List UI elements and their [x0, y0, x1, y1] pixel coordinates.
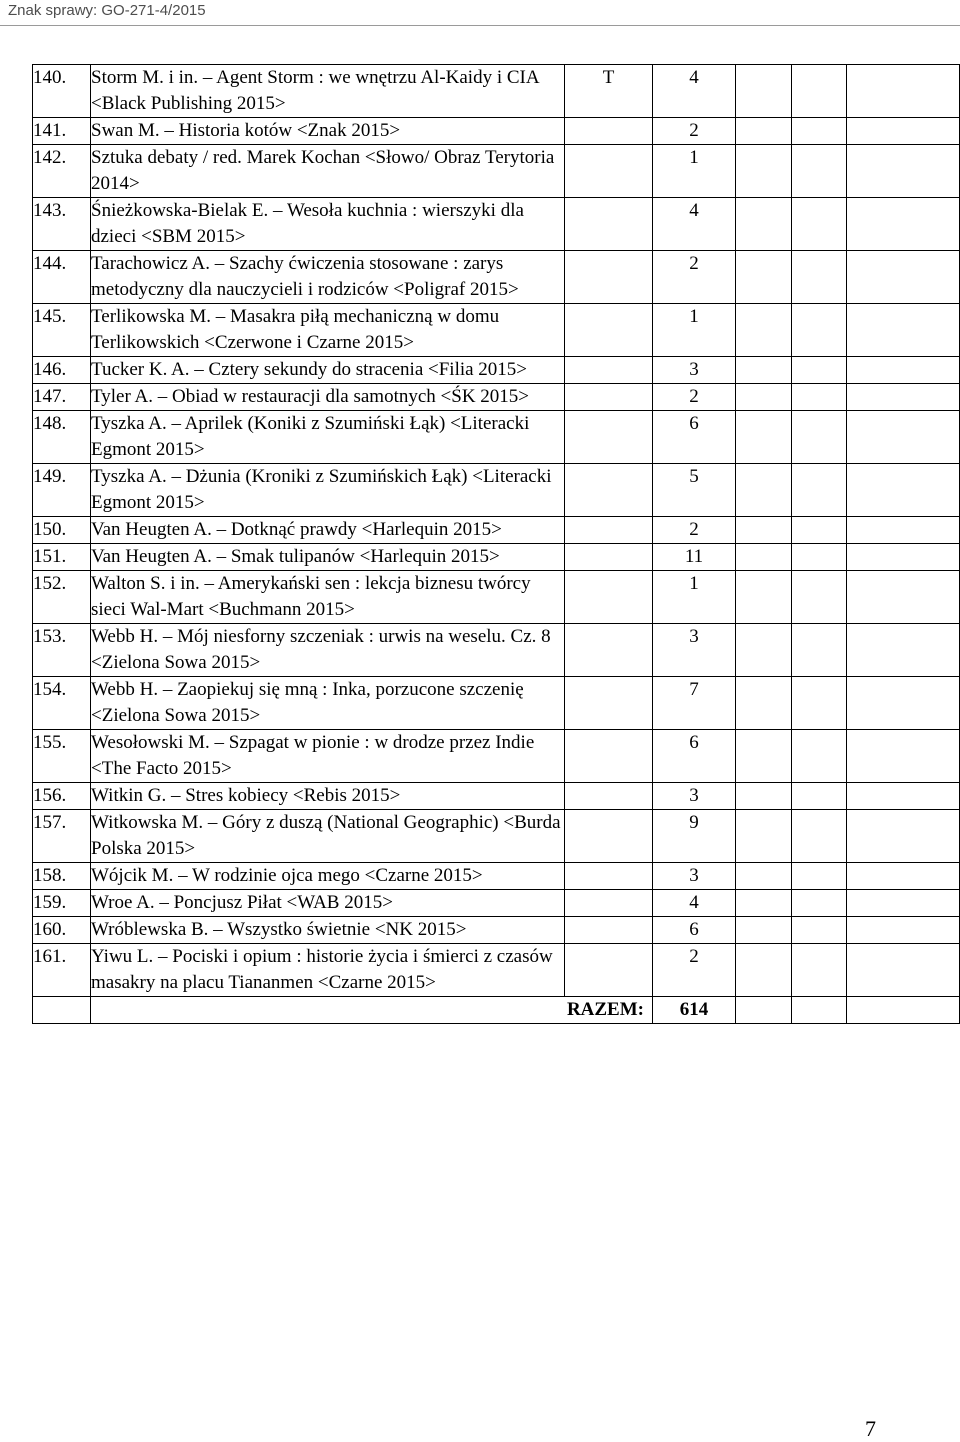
row-mark: [565, 464, 653, 517]
empty-cell: [736, 198, 792, 251]
row-mark: [565, 304, 653, 357]
row-mark: [565, 677, 653, 730]
row-mark: [565, 571, 653, 624]
row-number: 140.: [33, 65, 91, 118]
empty-cell: [847, 677, 960, 730]
empty-cell: [736, 783, 792, 810]
book-title: Sztuka debaty / red. Marek Kochan <Słowo/ Obraz Terytoria 2014>: [91, 145, 565, 198]
empty-cell: [847, 783, 960, 810]
empty-cell: [847, 863, 960, 890]
book-title: Śnieżkowska-Bielak E. – Wesoła kuchnia : wierszyki dla dzieci <SBM 2015>: [91, 198, 565, 251]
book-title: Wesołowski M. – Szpagat w pionie : w drodze przez Indie <The Facto 2015>: [91, 730, 565, 783]
empty-cell: [792, 863, 847, 890]
table-row: [33, 944, 960, 997]
row-quantity: 6: [653, 917, 736, 944]
row-number: 144.: [33, 251, 91, 304]
book-title: Terlikowska M. – Masakra piłą mechaniczną w domu Terlikowskich <Czerwone i Czarne 2015>: [91, 304, 565, 357]
row-mark: [565, 145, 653, 198]
empty-cell: [792, 517, 847, 544]
row-number: 141.: [33, 118, 91, 145]
empty-cell: [792, 677, 847, 730]
empty-cell: [792, 571, 847, 624]
row-quantity: 11: [653, 544, 736, 571]
book-title: Tyler A. – Obiad w restauracji dla samotnych <ŚK 2015>: [91, 384, 565, 411]
row-mark: [565, 917, 653, 944]
row-number: 154.: [33, 677, 91, 730]
empty-cell: [792, 384, 847, 411]
empty-cell: [736, 65, 792, 118]
empty-cell: [847, 65, 960, 118]
book-title: Tyszka A. – Dżunia (Kroniki z Szumińskich Łąk) <Literacki Egmont 2015>: [91, 464, 565, 517]
row-mark: [565, 118, 653, 145]
book-title: Van Heugten A. – Smak tulipanów <Harlequin 2015>: [91, 544, 565, 571]
table-row: [33, 571, 960, 624]
empty-cell: [792, 944, 847, 997]
row-mark: [565, 517, 653, 544]
row-quantity: 3: [653, 863, 736, 890]
empty-cell: [792, 304, 847, 357]
row-quantity: 3: [653, 783, 736, 810]
empty-cell: [792, 890, 847, 917]
row-number: 155.: [33, 730, 91, 783]
row-quantity: 1: [653, 304, 736, 357]
row-mark: [565, 890, 653, 917]
case-number-header: Znak sprawy: GO-271-4/2015: [8, 2, 206, 19]
table-row: [33, 677, 960, 730]
table-row: [33, 251, 960, 304]
book-title: Walton S. i in. – Amerykański sen : lekcja biznesu twórcy sieci Wal-Mart <Buchmann 2015>: [91, 571, 565, 624]
row-number: 146.: [33, 357, 91, 384]
book-title: Tucker K. A. – Cztery sekundy do stracenia <Filia 2015>: [91, 357, 565, 384]
empty-cell: [736, 544, 792, 571]
row-mark: [565, 944, 653, 997]
empty-cell: [847, 198, 960, 251]
row-quantity: 2: [653, 384, 736, 411]
empty-cell: [847, 810, 960, 863]
row-quantity: 4: [653, 65, 736, 118]
row-quantity: 2: [653, 517, 736, 544]
book-title: Witkin G. – Stres kobiecy <Rebis 2015>: [91, 783, 565, 810]
book-title: Webb H. – Zaopiekuj się mną : Inka, porzucone szczenię <Zielona Sowa 2015>: [91, 677, 565, 730]
row-quantity: 4: [653, 198, 736, 251]
row-quantity: 2: [653, 251, 736, 304]
table-row: [33, 198, 960, 251]
empty-cell: [736, 464, 792, 517]
row-number: 158.: [33, 863, 91, 890]
row-mark: [565, 384, 653, 411]
row-mark: T: [565, 65, 653, 118]
row-number: 149.: [33, 464, 91, 517]
empty-cell: [847, 304, 960, 357]
book-list-table: [32, 64, 960, 1024]
empty-cell: [736, 304, 792, 357]
table-row: [33, 357, 960, 384]
table-row: [33, 810, 960, 863]
empty-cell: [792, 917, 847, 944]
empty-cell: [847, 357, 960, 384]
empty-cell: [847, 544, 960, 571]
row-mark: [565, 198, 653, 251]
row-mark: [565, 863, 653, 890]
row-number: 160.: [33, 917, 91, 944]
table-row: [33, 65, 960, 118]
row-quantity: 2: [653, 118, 736, 145]
empty-cell: [736, 917, 792, 944]
table-row: [33, 384, 960, 411]
row-number: 151.: [33, 544, 91, 571]
table-row: [33, 517, 960, 544]
empty-cell: [736, 624, 792, 677]
empty-cell: [792, 411, 847, 464]
row-mark: [565, 783, 653, 810]
empty-cell: [736, 118, 792, 145]
empty-cell: [792, 730, 847, 783]
table-row: [33, 917, 960, 944]
empty-cell: [736, 863, 792, 890]
empty-cell: [792, 198, 847, 251]
empty-cell: [792, 997, 847, 1024]
empty-cell: [736, 384, 792, 411]
empty-cell: [847, 890, 960, 917]
book-title: Wróblewska B. – Wszystko świetnie <NK 2015>: [91, 917, 565, 944]
row-number: 145.: [33, 304, 91, 357]
empty-cell: [736, 997, 792, 1024]
book-title: Wroe A. – Poncjusz Piłat <WAB 2015>: [91, 890, 565, 917]
empty-cell: [847, 464, 960, 517]
table-row: [33, 118, 960, 145]
empty-cell: [792, 251, 847, 304]
table-row: [33, 863, 960, 890]
empty-cell: [847, 944, 960, 997]
empty-cell: [847, 624, 960, 677]
book-title: Tarachowicz A. – Szachy ćwiczenia stosowane : zarys metodyczny dla nauczycieli i rodziców <Poligraf 2015>: [91, 251, 565, 304]
table-row: [33, 411, 960, 464]
table-row: [33, 890, 960, 917]
row-number: 148.: [33, 411, 91, 464]
row-number: 143.: [33, 198, 91, 251]
empty-cell: [847, 917, 960, 944]
table-row: [33, 624, 960, 677]
book-title: Van Heugten A. – Dotknąć prawdy <Harlequin 2015>: [91, 517, 565, 544]
empty-cell: [792, 810, 847, 863]
row-quantity: 1: [653, 145, 736, 198]
row-quantity: 3: [653, 624, 736, 677]
row-quantity: 2: [653, 944, 736, 997]
row-quantity: 9: [653, 810, 736, 863]
empty-cell: [792, 624, 847, 677]
total-value: 614: [653, 997, 736, 1024]
row-quantity: 6: [653, 411, 736, 464]
empty-cell: [847, 997, 960, 1024]
empty-cell: [736, 251, 792, 304]
empty-cell: [847, 384, 960, 411]
empty-cell: [736, 890, 792, 917]
book-title: Yiwu L. – Pociski i opium : historie życia i śmierci z czasów masakry na placu Tiananmen <Czarne 2015>: [91, 944, 565, 997]
empty-cell: [847, 517, 960, 544]
row-quantity: 1: [653, 571, 736, 624]
row-mark: [565, 544, 653, 571]
empty-cell: [847, 411, 960, 464]
row-mark: [565, 251, 653, 304]
empty-cell: [792, 65, 847, 118]
table-row: [33, 464, 960, 517]
empty-cell: [847, 251, 960, 304]
row-mark: [565, 730, 653, 783]
empty-cell: [736, 810, 792, 863]
empty-cell: [847, 730, 960, 783]
row-mark: [565, 624, 653, 677]
row-number: 150.: [33, 517, 91, 544]
row-number: 159.: [33, 890, 91, 917]
row-mark: [565, 810, 653, 863]
empty-cell: [792, 783, 847, 810]
row-number: 161.: [33, 944, 91, 997]
row-mark: [565, 357, 653, 384]
row-number: 153.: [33, 624, 91, 677]
book-title: Witkowska M. – Góry z duszą (National Geographic) <Burda Polska 2015>: [91, 810, 565, 863]
empty-cell: [736, 730, 792, 783]
table-row: [33, 544, 960, 571]
empty-cell: [847, 571, 960, 624]
book-title: Tyszka A. – Aprilek (Koniki z Szumiński Łąk) <Literacki Egmont 2015>: [91, 411, 565, 464]
empty-cell: [736, 571, 792, 624]
row-number: 142.: [33, 145, 91, 198]
row-number: 157.: [33, 810, 91, 863]
empty-cell: [847, 118, 960, 145]
row-number: 152.: [33, 571, 91, 624]
empty-cell: [736, 517, 792, 544]
empty-cell: [792, 464, 847, 517]
book-title: Wójcik M. – W rodzinie ojca mego <Czarne 2015>: [91, 863, 565, 890]
total-row: [33, 997, 960, 1024]
empty-cell: [736, 357, 792, 384]
empty-cell: [736, 944, 792, 997]
row-number: 147.: [33, 384, 91, 411]
row-quantity: 7: [653, 677, 736, 730]
book-title: Webb H. – Mój niesforny szczeniak : urwis na weselu. Cz. 8 <Zielona Sowa 2015>: [91, 624, 565, 677]
book-title: Swan M. – Historia kotów <Znak 2015>: [91, 118, 565, 145]
empty-cell: [33, 997, 91, 1024]
table-row: [33, 304, 960, 357]
row-quantity: 6: [653, 730, 736, 783]
empty-cell: [792, 357, 847, 384]
book-title: Storm M. i in. – Agent Storm : we wnętrzu Al-Kaidy i CIA <Black Publishing 2015>: [91, 65, 565, 118]
header-rule: [0, 25, 960, 26]
table-row: [33, 145, 960, 198]
empty-cell: [736, 411, 792, 464]
empty-cell: [736, 145, 792, 198]
page-number: 7: [865, 1416, 876, 1441]
empty-cell: [792, 145, 847, 198]
row-quantity: 5: [653, 464, 736, 517]
total-label: RAZEM:: [91, 997, 653, 1024]
table-row: [33, 783, 960, 810]
row-number: 156.: [33, 783, 91, 810]
table-row: [33, 730, 960, 783]
row-quantity: 4: [653, 890, 736, 917]
empty-cell: [736, 677, 792, 730]
empty-cell: [847, 145, 960, 198]
empty-cell: [792, 118, 847, 145]
row-mark: [565, 411, 653, 464]
row-quantity: 3: [653, 357, 736, 384]
empty-cell: [792, 544, 847, 571]
